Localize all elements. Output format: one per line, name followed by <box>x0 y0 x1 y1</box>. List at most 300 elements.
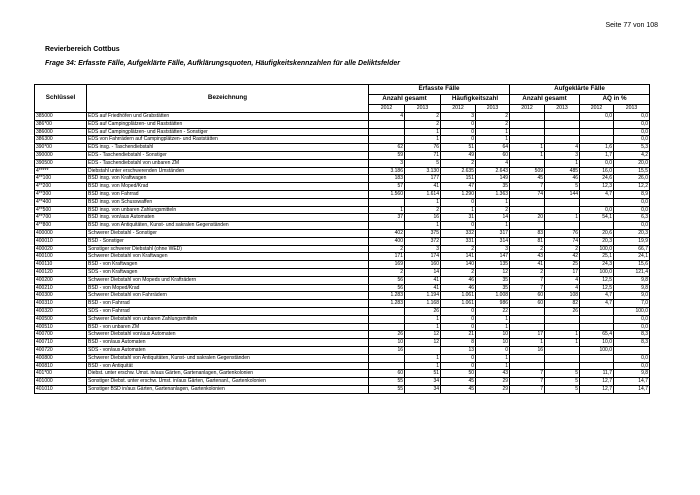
hz-2013: 60 <box>476 151 510 159</box>
header-group-aufgeklaert: Aufgeklärte Fälle <box>510 85 650 95</box>
aq-2012: 0,0 <box>580 113 614 121</box>
table-row <box>35 206 650 214</box>
erfasst-2013: 2 <box>405 120 441 128</box>
aq-2012 <box>580 315 614 323</box>
hz-2013: 1 <box>476 315 510 323</box>
table-row <box>35 315 650 323</box>
row-key: 390*00 <box>35 144 87 152</box>
erfasst-2012: 62 <box>369 144 405 152</box>
aufgeklaert-2013: 3 <box>545 151 580 159</box>
aufgeklaert-2012 <box>510 206 545 214</box>
hz-2013: 10 <box>476 331 510 339</box>
hz-2012: 1.290 <box>441 190 476 198</box>
table-row <box>35 378 650 386</box>
erfasst-2012: 55 <box>369 385 405 393</box>
aq-2013: 6,3 <box>614 214 650 222</box>
erfasst-2013: 1 <box>405 222 441 230</box>
aq-2013: 0,0 <box>614 222 650 230</box>
erfasst-2013: 1 <box>405 362 441 370</box>
aufgeklaert-2013 <box>545 315 580 323</box>
header-year: 2013 <box>476 105 510 113</box>
hz-2012: 2 <box>441 159 476 167</box>
table-row <box>35 253 650 261</box>
erfasst-2013: 76 <box>405 144 441 152</box>
aufgeklaert-2012: 16 <box>510 346 545 354</box>
header-year: 2013 <box>614 105 650 113</box>
erfasst-2012: 26 <box>369 331 405 339</box>
erfasst-2013: 71 <box>405 151 441 159</box>
aq-2013: 0,0 <box>614 315 650 323</box>
row-key: 385000 <box>35 113 87 121</box>
erfasst-2013: 1 <box>405 323 441 331</box>
erfasst-2012: 2 <box>369 245 405 253</box>
erfasst-2013: 26 <box>405 307 441 315</box>
table-row <box>35 346 650 354</box>
hz-2012: 45 <box>441 378 476 386</box>
table-row <box>35 276 650 284</box>
row-key: 4**500 <box>35 206 87 214</box>
table-row <box>35 128 650 136</box>
erfasst-2013: 12 <box>405 339 441 347</box>
aufgeklaert-2012: 7 <box>510 378 545 386</box>
aq-2012: 12,3 <box>580 183 614 191</box>
aq-2012: 100,0 <box>580 245 614 253</box>
row-key: 400800 <box>35 354 87 362</box>
erfasst-2013: 1 <box>405 136 441 144</box>
hz-2012: 47 <box>441 183 476 191</box>
hz-2012: 0 <box>441 354 476 362</box>
aq-2013: 8,3 <box>614 331 650 339</box>
row-key: 400100 <box>35 253 87 261</box>
erfasst-2013: 2 <box>405 206 441 214</box>
hz-2013: 1 <box>476 354 510 362</box>
row-description: BSD insg. von Fahrrad <box>87 190 369 198</box>
table-row <box>35 284 650 292</box>
row-description: Schwerer Diebstahl von unbaren Zahlungsmitteln <box>87 315 369 323</box>
hz-2012: 31 <box>441 214 476 222</box>
row-key: 400300 <box>35 292 87 300</box>
row-key: 4**300 <box>35 190 87 198</box>
aufgeklaert-2012: 83 <box>510 229 545 237</box>
row-description: BSD - von unbaren ZM <box>87 323 369 331</box>
row-description: BSD - von Kraftwagen <box>87 261 369 269</box>
table-row <box>35 237 650 245</box>
table-row <box>35 136 650 144</box>
row-key: 4**700 <box>35 214 87 222</box>
aufgeklaert-2013 <box>545 354 580 362</box>
hz-2012: 49 <box>441 151 476 159</box>
aq-2013: 8,9 <box>614 190 650 198</box>
aufgeklaert-2013: 1 <box>545 214 580 222</box>
row-description: EDS insg. - Taschendiebstahl <box>87 144 369 152</box>
erfasst-2013: 5 <box>405 159 441 167</box>
erfasst-2012: 3.186 <box>369 167 405 175</box>
erfasst-2013: 16 <box>405 214 441 222</box>
hz-2013: 1 <box>476 198 510 206</box>
row-description: EDS - Taschendiebstahl - Sonstiger <box>87 151 369 159</box>
aq-2013: 0,0 <box>614 206 650 214</box>
erfasst-2013: 1 <box>405 198 441 206</box>
aufgeklaert-2013 <box>545 198 580 206</box>
aq-2012: 0,0 <box>580 206 614 214</box>
erfasst-2013: 41 <box>405 183 441 191</box>
erfasst-2013: 375 <box>405 229 441 237</box>
aq-2012: 24,6 <box>580 175 614 183</box>
hz-2012: 50 <box>441 370 476 378</box>
table-row <box>35 120 650 128</box>
aq-2013: 0,0 <box>614 120 650 128</box>
hz-2013: 4 <box>476 159 510 167</box>
aufgeklaert-2013 <box>545 206 580 214</box>
hz-2012: 1.061 <box>441 292 476 300</box>
aufgeklaert-2013 <box>545 120 580 128</box>
aq-2012: 20,6 <box>580 229 614 237</box>
aufgeklaert-2013 <box>545 136 580 144</box>
aq-2013: 0,0 <box>614 362 650 370</box>
hz-2012: 0 <box>441 136 476 144</box>
aufgeklaert-2013: 4 <box>545 144 580 152</box>
aufgeklaert-2013: 82 <box>545 300 580 308</box>
erfasst-2012 <box>369 307 405 315</box>
erfasst-2013: 3.130 <box>405 167 441 175</box>
aq-2012: 24,3 <box>580 261 614 269</box>
table-row <box>35 175 650 183</box>
row-key: 386*00 <box>35 120 87 128</box>
table-row <box>35 183 650 191</box>
erfasst-2013: 12 <box>405 331 441 339</box>
table-row <box>35 151 650 159</box>
erfasst-2013: 1 <box>405 354 441 362</box>
aufgeklaert-2012: 60 <box>510 300 545 308</box>
aufgeklaert-2013: 46 <box>545 175 580 183</box>
row-description: EDS - Taschendiebstahl von unbaren ZM <box>87 159 369 167</box>
aq-2012 <box>580 120 614 128</box>
aq-2013: 14,7 <box>614 385 650 393</box>
row-description: Diebst. unter erschw. Umst. in/aus Gärten, Gartenanlagen, Gartenkolonien <box>87 370 369 378</box>
table-row <box>35 229 650 237</box>
row-key: 400720 <box>35 346 87 354</box>
row-description: Sonstiger schwerer Diebstahl (ohne WED) <box>87 245 369 253</box>
aq-2012: 54,1 <box>580 214 614 222</box>
aufgeklaert-2012 <box>510 354 545 362</box>
row-key: 4**800 <box>35 222 87 230</box>
aufgeklaert-2012 <box>510 136 545 144</box>
hz-2012: 46 <box>441 276 476 284</box>
table-row <box>35 292 650 300</box>
erfasst-2012: 183 <box>369 175 405 183</box>
aq-2012 <box>580 307 614 315</box>
hz-2013: 2.643 <box>476 167 510 175</box>
header-year: 2012 <box>580 105 614 113</box>
hz-2013: 35 <box>476 284 510 292</box>
hz-2013: 1 <box>476 128 510 136</box>
erfasst-2012 <box>369 128 405 136</box>
table-row <box>35 159 650 167</box>
aq-2013: 9,8 <box>614 370 650 378</box>
erfasst-2013: 41 <box>405 284 441 292</box>
aufgeklaert-2012: 7 <box>510 276 545 284</box>
aq-2012: 25,1 <box>580 253 614 261</box>
row-description: Sonstiger Diebst. unter erschw. Umst. in/aus Gärten, Gartenanl., Gartenkolonien <box>87 378 369 386</box>
aq-2013: 12,2 <box>614 183 650 191</box>
hz-2012: 0 <box>441 323 476 331</box>
aufgeklaert-2012: 45 <box>510 175 545 183</box>
hz-2013: 29 <box>476 385 510 393</box>
aufgeklaert-2012: 1 <box>510 151 545 159</box>
aq-2012 <box>580 362 614 370</box>
aufgeklaert-2012: 17 <box>510 331 545 339</box>
row-key: 401*00 <box>35 370 87 378</box>
hz-2012: 0 <box>441 222 476 230</box>
aq-2013: 15,5 <box>614 167 650 175</box>
row-description: Schwerer Diebstahl von Fahrrädern <box>87 292 369 300</box>
aq-2013: 0,0 <box>614 323 650 331</box>
header-anzahl-gesamt-aufgeklaert: Anzahl gesamt <box>510 95 580 105</box>
hz-2013: 0 <box>476 346 510 354</box>
hz-2013: 135 <box>476 261 510 269</box>
aufgeklaert-2013 <box>545 362 580 370</box>
erfasst-2012 <box>369 198 405 206</box>
hz-2013: 314 <box>476 237 510 245</box>
aufgeklaert-2012 <box>510 120 545 128</box>
header-year: 2013 <box>405 105 441 113</box>
row-key: 400510 <box>35 323 87 331</box>
row-description: BSD - von/aus Automaten <box>87 339 369 347</box>
row-key: 400500 <box>35 315 87 323</box>
table-row <box>35 167 650 175</box>
row-description: BSD insg. von Kraftwagen <box>87 175 369 183</box>
row-key: 400020 <box>35 245 87 253</box>
erfasst-2012: 60 <box>369 370 405 378</box>
row-key: 401010 <box>35 385 87 393</box>
row-description: Diebstahl unter erschwerenden Umständen <box>87 167 369 175</box>
row-description: BSD insg. von Moped/Krad <box>87 183 369 191</box>
aufgeklaert-2012: 1 <box>510 144 545 152</box>
erfasst-2012 <box>369 315 405 323</box>
aufgeklaert-2013: 25 <box>545 261 580 269</box>
hz-2013: 149 <box>476 175 510 183</box>
aq-2013: 9,8 <box>614 276 650 284</box>
aq-2012: 12,7 <box>580 385 614 393</box>
aq-2013: 121,4 <box>614 268 650 276</box>
aufgeklaert-2013: 5 <box>545 378 580 386</box>
header-year: 2013 <box>545 105 580 113</box>
erfasst-2013: 174 <box>405 253 441 261</box>
table-row <box>35 268 650 276</box>
aq-2013: 0,0 <box>614 354 650 362</box>
row-description: Sonstiger BSD in/aus Gärten, Gartenanlagen, Gartenkolonien <box>87 385 369 393</box>
aq-2012: 100,0 <box>580 268 614 276</box>
hz-2013: 35 <box>476 183 510 191</box>
hz-2012: 51 <box>441 144 476 152</box>
erfasst-2013: 1 <box>405 128 441 136</box>
header-description: Bezeichnung <box>87 85 369 113</box>
row-description: BSD - Sonstiger <box>87 237 369 245</box>
row-description: Schwerer Diebstahl - Sonstiger <box>87 229 369 237</box>
row-description: EDS auf Campingplätzen- und Raststätten - Sonstiger <box>87 128 369 136</box>
row-description: BSD insg. von Antiquitäten, Kunst- und sakralen Gegenständen <box>87 222 369 230</box>
hz-2012: 8 <box>441 339 476 347</box>
table-row <box>35 339 650 347</box>
row-description: EDS von Fahrrädern auf Campingplätzen- und Raststätten <box>87 136 369 144</box>
row-key: 400710 <box>35 339 87 347</box>
erfasst-2012 <box>369 362 405 370</box>
hz-2012: 0 <box>441 198 476 206</box>
hz-2012: 13 <box>441 346 476 354</box>
erfasst-2013: 177 <box>405 175 441 183</box>
header-group-erfasst: Erfasste Fälle <box>369 85 510 95</box>
aq-2012 <box>580 222 614 230</box>
aq-2013: 20,3 <box>614 229 650 237</box>
hz-2013: 43 <box>476 370 510 378</box>
hz-2012: 0 <box>441 315 476 323</box>
row-key: 4**100 <box>35 175 87 183</box>
table-row <box>35 190 650 198</box>
hz-2013: 14 <box>476 214 510 222</box>
aq-2012 <box>580 354 614 362</box>
aq-2012 <box>580 136 614 144</box>
row-description: BSD - von Antiquität <box>87 362 369 370</box>
erfasst-2012 <box>369 136 405 144</box>
aufgeklaert-2012: 41 <box>510 261 545 269</box>
erfasst-2013: 34 <box>405 378 441 386</box>
aq-2012: 65,4 <box>580 331 614 339</box>
erfasst-2013 <box>405 346 441 354</box>
row-key: 390500 <box>35 159 87 167</box>
row-description: BSD insg. von Schusswaffen <box>87 198 369 206</box>
aq-2013: 24,1 <box>614 253 650 261</box>
aq-2013: 9,0 <box>614 292 650 300</box>
hz-2012: 0 <box>441 128 476 136</box>
aq-2012: 4,7 <box>580 292 614 300</box>
row-key: 400200 <box>35 276 87 284</box>
erfasst-2013: 160 <box>405 261 441 269</box>
hz-2013: 2 <box>476 206 510 214</box>
aq-2013: 4,2 <box>614 151 650 159</box>
erfasst-2012: 1.283 <box>369 300 405 308</box>
aufgeklaert-2012: 2 <box>510 268 545 276</box>
erfasst-2012: 4 <box>369 113 405 121</box>
row-description: EDS auf Friedhöfen und Grabstätten <box>87 113 369 121</box>
table-body <box>35 113 650 394</box>
hz-2012: 151 <box>441 175 476 183</box>
aq-2013: 14,7 <box>614 378 650 386</box>
aufgeklaert-2013: 26 <box>545 307 580 315</box>
hz-2012: 140 <box>441 261 476 269</box>
erfasst-2012: 1.283 <box>369 292 405 300</box>
region-title: Revierbereich Cottbus <box>45 46 120 53</box>
aufgeklaert-2012 <box>510 315 545 323</box>
aufgeklaert-2013 <box>545 323 580 331</box>
row-description: SDS - von Kraftwagen <box>87 268 369 276</box>
aufgeklaert-2012: 7 <box>510 183 545 191</box>
row-key: 4**200 <box>35 183 87 191</box>
aufgeklaert-2012 <box>510 362 545 370</box>
aq-2013: 0,0 <box>614 198 650 206</box>
table-row <box>35 222 650 230</box>
aufgeklaert-2012: 60 <box>510 292 545 300</box>
row-description: BSD - von Moped/Krad <box>87 284 369 292</box>
erfasst-2012: 169 <box>369 261 405 269</box>
hz-2012: 331 <box>441 237 476 245</box>
header-year: 2012 <box>369 105 405 113</box>
table-row <box>35 354 650 362</box>
aufgeklaert-2013: 17 <box>545 268 580 276</box>
row-key: 400110 <box>35 261 87 269</box>
row-description: SDS - von/aus Automaten <box>87 346 369 354</box>
row-key: 390000 <box>35 151 87 159</box>
hz-2012: 0 <box>441 362 476 370</box>
row-key: 400120 <box>35 268 87 276</box>
table-row <box>35 198 650 206</box>
hz-2012: 3 <box>441 113 476 121</box>
hz-2013: 1 <box>476 362 510 370</box>
aq-2012: 0,0 <box>580 159 614 167</box>
aufgeklaert-2013 <box>545 128 580 136</box>
row-key: 386300 <box>35 136 87 144</box>
row-key: 400000 <box>35 229 87 237</box>
row-key: 4**400 <box>35 198 87 206</box>
erfasst-2012: 56 <box>369 276 405 284</box>
aq-2012: 10,0 <box>580 339 614 347</box>
aufgeklaert-2012 <box>510 128 545 136</box>
row-key: 400310 <box>35 300 87 308</box>
aq-2012: 1,6 <box>580 144 614 152</box>
aufgeklaert-2013: 4 <box>545 284 580 292</box>
aufgeklaert-2012 <box>510 323 545 331</box>
crime-statistics-table <box>34 84 650 394</box>
aq-2012 <box>580 323 614 331</box>
aq-2013: 0,0 <box>614 136 650 144</box>
erfasst-2012: 55 <box>369 378 405 386</box>
row-key: 400810 <box>35 362 87 370</box>
erfasst-2012: 56 <box>369 284 405 292</box>
row-description: BSD insg. von/aus Automaten <box>87 214 369 222</box>
row-description: Schwerer Diebstahl von Antiquitäten, Kunst- und sakralen Gegenständen <box>87 354 369 362</box>
aq-2012: 20,3 <box>580 237 614 245</box>
aufgeklaert-2012: 509 <box>510 167 545 175</box>
erfasst-2012 <box>369 222 405 230</box>
erfasst-2012: 37 <box>369 214 405 222</box>
erfasst-2012: 16 <box>369 346 405 354</box>
aq-2013: 20,0 <box>614 159 650 167</box>
aq-2012: 12,5 <box>580 276 614 284</box>
header-anzahl-gesamt: Anzahl gesamt <box>369 95 441 105</box>
row-description: SDS - von Fahrrad <box>87 307 369 315</box>
row-description: BSD - von Fahrrad <box>87 300 369 308</box>
erfasst-2013: 372 <box>405 237 441 245</box>
aufgeklaert-2013: 2 <box>545 245 580 253</box>
hz-2013: 29 <box>476 378 510 386</box>
header-haeufigkeitszahl: Häufigkeitszahl <box>441 95 510 105</box>
aq-2012: 16,0 <box>580 167 614 175</box>
hz-2012: 141 <box>441 253 476 261</box>
row-key: 386000 <box>35 128 87 136</box>
aufgeklaert-2012 <box>510 159 545 167</box>
aq-2013: 0,0 <box>614 128 650 136</box>
hz-2013: 2 <box>476 113 510 121</box>
table-row <box>35 261 650 269</box>
erfasst-2012 <box>369 354 405 362</box>
row-key: 400210 <box>35 284 87 292</box>
hz-2013: 1.008 <box>476 292 510 300</box>
table-row <box>35 144 650 152</box>
hz-2013: 2 <box>476 120 510 128</box>
table-row <box>35 307 650 315</box>
aq-2013 <box>614 346 650 354</box>
aufgeklaert-2012: 1 <box>510 339 545 347</box>
aufgeklaert-2013: 74 <box>545 237 580 245</box>
